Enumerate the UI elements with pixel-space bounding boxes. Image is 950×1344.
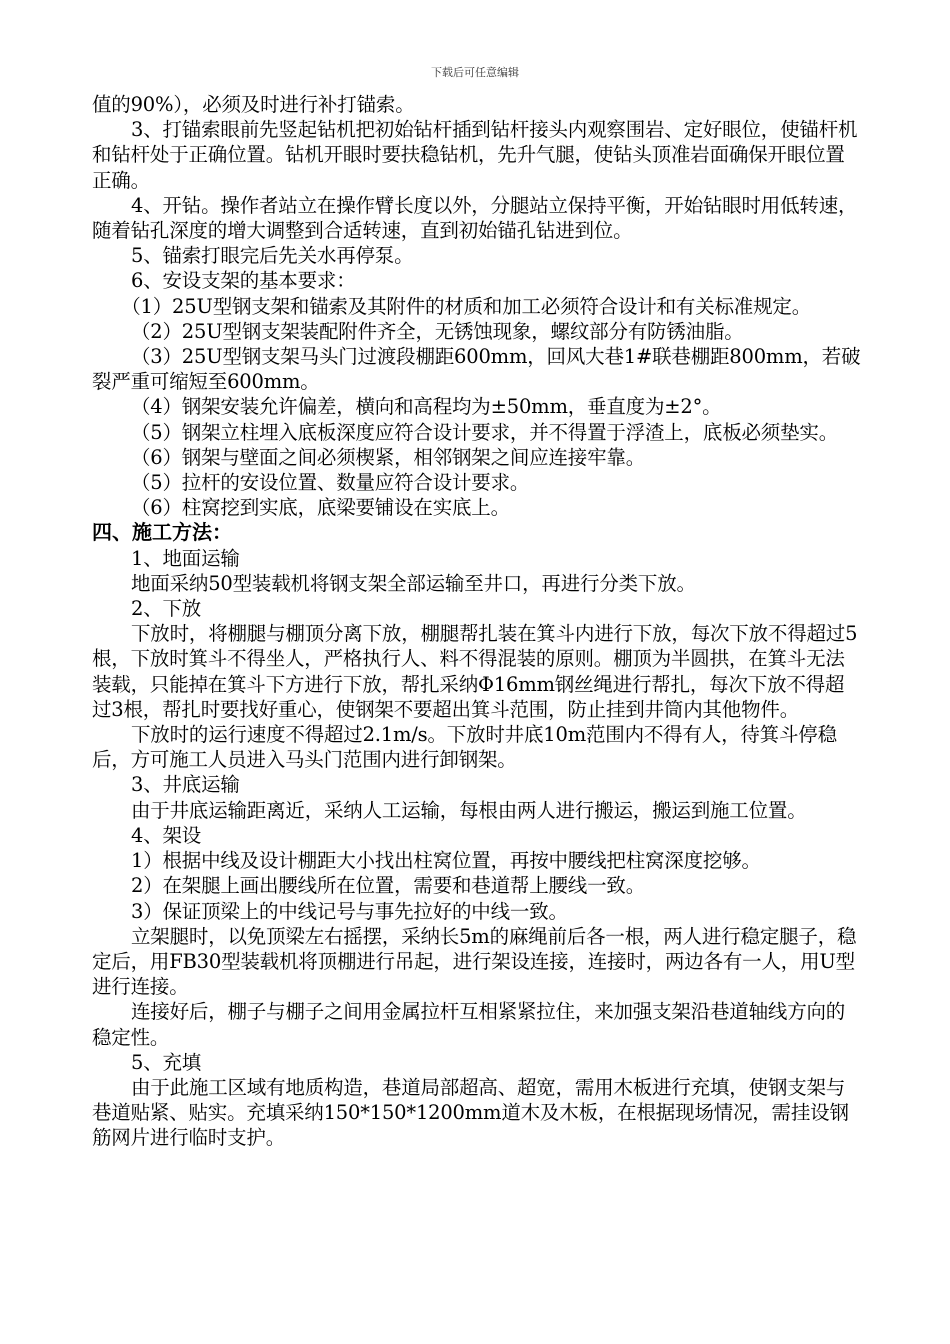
paragraph: 1、地面运输 (131, 546, 240, 570)
paragraph: （4）钢架安装允许偏差，横向和高程均为±50mm，垂直度为±2°。 (131, 395, 722, 419)
paragraph: 2）在架腿上画出腰线所在位置，需要和巷道帮上腰线一致。 (131, 874, 646, 898)
paragraph: 3、打锚索眼前先竖起钻机把初始钻杆插到钻杆接头内观察围岩、定好眼位，使锚杆机和钻杆处于正确位置。钻机开眼时要扶稳钻机，先升气腿，使钻头顶准岩面确保开眼位置正确。 (92, 118, 858, 192)
paragraph: 4、开钻。操作者站立在操作臂长度以外，分腿站立保持平衡，开始钻眼时用低转速，随着钻孔深度的增大调整到合适转速，直到初始锚孔钻进到位。 (92, 193, 858, 243)
paragraph: 地面采纳50型装载机将钢支架全部运输至井口，再进行分类下放。 (131, 571, 696, 595)
paragraph: 由于此施工区域有地质构造，巷道局部超高、超宽，需用木板进行充填，使钢支架与巷道贴紧、贴实。充填采纳150*150*1200mm道木及木板，在根据现场情况，需挂设钢筋网片进行临时支护。 (92, 1075, 849, 1150)
paragraph: （2）25U型钢支架装配附件齐全，无锈蚀现象，螺纹部分有防锈油脂。 (131, 319, 744, 343)
document-body (92, 92, 862, 1151)
paragraph: 2、下放 (131, 597, 202, 621)
paragraph: （1）25U型钢支架和锚索及其附件的材质和加工必须符合设计和有关标准规定。 (121, 294, 812, 318)
paragraph: （6）柱窝挖到实底，底梁要铺设在实底上。 (131, 496, 510, 520)
section-heading: 四、施工方法： (92, 520, 232, 545)
paragraph: 4、架设 (131, 823, 202, 847)
paragraph: （5）拉杆的安设位置、数量应符合设计要求。 (131, 471, 530, 495)
paragraph: 1）根据中线及设计棚距大小找出柱窝位置，再按中腰线把柱窝深度挖够。 (131, 849, 761, 873)
paragraph: （3）25U型钢支架马头门过渡段棚距600mm，回风大巷1#联巷棚距800mm，若破裂严重可缩短至600mm。 (92, 345, 861, 394)
paragraph: 值的90%），必须及时进行补打锚索。 (92, 93, 415, 116)
paragraph: 5、充填 (131, 1050, 202, 1074)
paragraph: （5）钢架立柱埋入底板深度应符合设计要求，并不得置于浮渣上，底板必须垫实。 (131, 420, 839, 444)
paragraph: 下放时，将棚腿与棚顶分离下放，棚腿帮扎装在箕斗内进行下放，每次下放不得超过5根，下放时箕斗不得坐人，严格执行人、料不得混装的原则。棚顶为半圆拱，在箕斗无法装载，只能掉在箕斗下方进行下放，帮扎采纳Φ16mm钢丝绳进行帮扎，每次下放不得超过3根，帮扎时要找好重心，使钢架不要超出箕斗范围，防止挂到井筒内其他物件。 (92, 622, 858, 721)
paragraph: 由于井底运输距离近，采纳人工运输，每根由两人进行搬运，搬运到施工位置。 (131, 798, 807, 822)
paragraph: 3）保证顶梁上的中线记号与事先拉好的中线一致。 (131, 899, 568, 923)
page-header: 下载后可任意编辑 (431, 66, 519, 79)
paragraph: 立架腿时，以免顶梁左右摇摆，采纳长5m的麻绳前后各一根，两人进行稳定腿子，稳定后，用FB30型装载机将顶棚进行吊起，进行架设连接，连接时，两边各有一人，用U型进行连接。 (92, 924, 857, 999)
paragraph: 6、安设支架的基本要求： (131, 269, 356, 293)
paragraph: 5、锚索打眼完后先关水再停泵。 (131, 244, 414, 268)
paragraph: 3、井底运输 (131, 773, 240, 797)
paragraph: （6）钢架与壁面之间必须楔紧，相邻钢架之间应连接牢靠。 (131, 445, 646, 469)
paragraph: 连接好后，棚子与棚子之间用金属拉杆互相紧紧拉住，来加强支架沿巷道轴线方向的稳定性。 (92, 1000, 846, 1049)
paragraph: 下放时的运行速度不得超过2.1m/s。下放时井底10m范围内不得有人，待箕斗停稳后，方可施工人员进入马头门范围内进行卸钢架。 (92, 723, 837, 772)
